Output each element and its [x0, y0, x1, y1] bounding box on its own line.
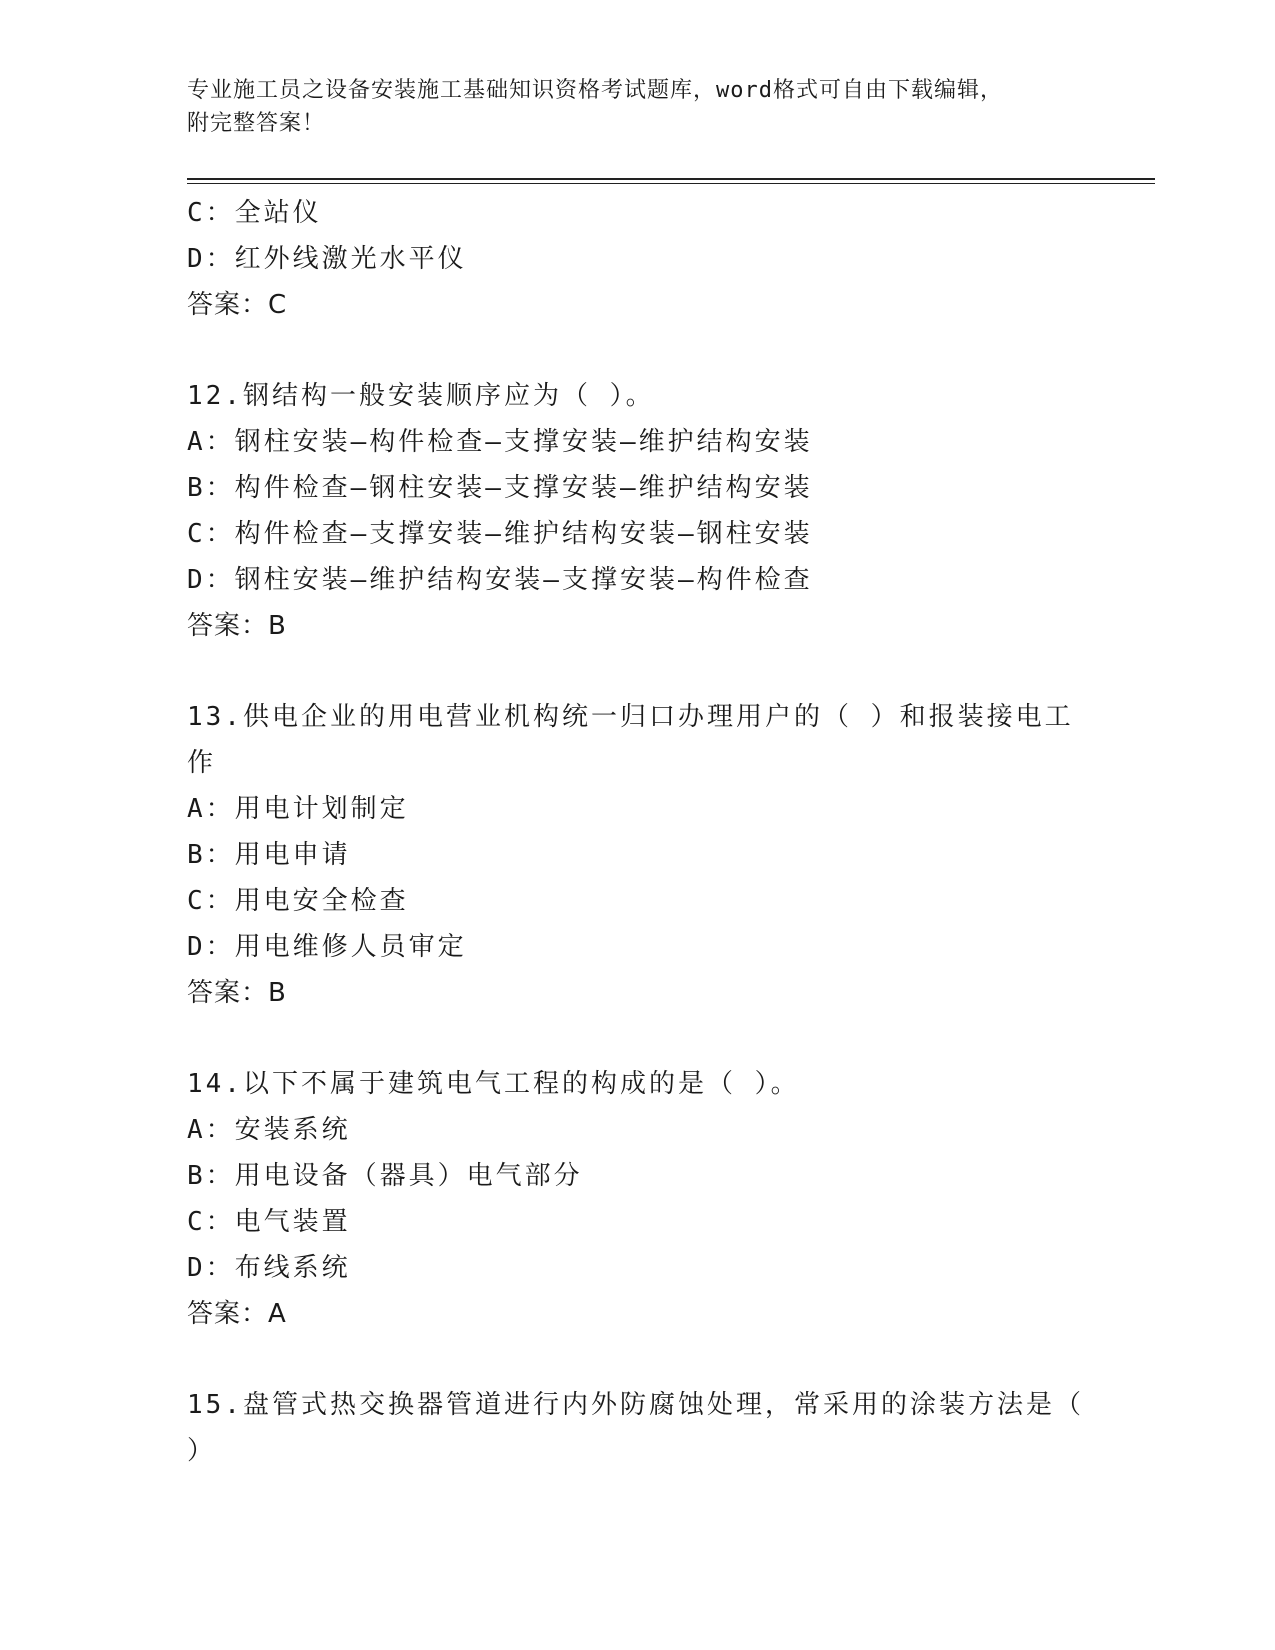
option-c: C：全站仪 — [187, 198, 322, 228]
question-13 — [187, 694, 1087, 1016]
option-b: B：构件检查—钢柱安装—支撑安装—维护结构安装 — [187, 473, 813, 503]
question-stem-line-1: 15.盘管式热交换器管道进行内外防腐蚀处理，常采用的涂装方法是（ — [187, 1390, 1084, 1420]
option-a: A：安装系统 — [187, 1115, 351, 1145]
document-header — [187, 74, 1087, 140]
header-divider-thick — [187, 178, 1155, 180]
question-stem: 14.以下不属于建筑电气工程的构成的是（ ）。 — [187, 1069, 800, 1099]
answer: 答案：C — [187, 290, 288, 320]
question-11-continuation — [187, 190, 1087, 328]
option-c: C：用电安全检查 — [187, 886, 409, 916]
question-stem-line-2: ） — [187, 1436, 217, 1466]
option-d: D：红外线激光水平仪 — [187, 244, 467, 274]
option-c: C：构件检查—支撑安装—维护结构安装—钢柱安装 — [187, 519, 813, 549]
header-line-1: 专业施工员之设备安装施工基础知识资格考试题库，word格式可自由下载编辑， — [187, 78, 1003, 103]
question-15 — [187, 1382, 1087, 1474]
answer: 答案：B — [187, 978, 287, 1008]
option-b: B：用电设备（器具）电气部分 — [187, 1161, 583, 1191]
question-stem-line-1: 13.供电企业的用电营业机构统一归口办理用户的（ ）和报装接电工 — [187, 702, 1074, 732]
question-stem: 12.钢结构一般安装顺序应为（ ）。 — [187, 381, 655, 411]
option-d: D：用电维修人员审定 — [187, 932, 467, 962]
spacer — [187, 1016, 1087, 1061]
question-list — [187, 190, 1087, 1474]
spacer — [187, 1337, 1087, 1382]
option-c: C：电气装置 — [187, 1207, 351, 1237]
answer: 答案：B — [187, 611, 287, 641]
answer: 答案：A — [187, 1299, 287, 1329]
question-14 — [187, 1061, 1087, 1337]
header-line-2: 附完整答案！ — [187, 111, 326, 136]
option-a: A：钢柱安装—构件检查—支撑安装—维护结构安装 — [187, 427, 813, 457]
spacer — [187, 328, 1087, 373]
question-12 — [187, 373, 1087, 649]
option-d: D：布线系统 — [187, 1253, 351, 1283]
header-divider-thin — [187, 183, 1155, 184]
option-b: B：用电申请 — [187, 840, 351, 870]
option-a: A：用电计划制定 — [187, 794, 409, 824]
question-stem-line-2: 作 — [187, 748, 217, 778]
spacer — [187, 649, 1087, 694]
option-d: D：钢柱安装—维护结构安装—支撑安装—构件检查 — [187, 565, 813, 595]
